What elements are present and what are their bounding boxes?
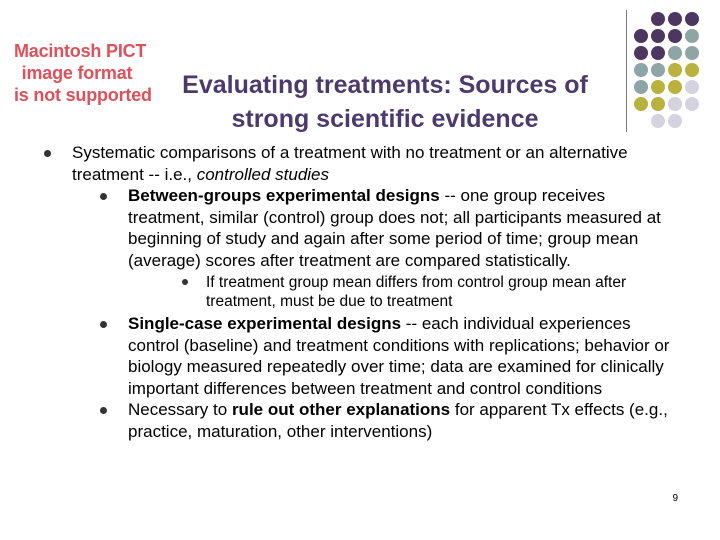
decorative-dot: [651, 114, 665, 128]
decorative-dot: [685, 12, 699, 26]
decorative-dot: [668, 63, 682, 77]
placeholder-line-3: is not supported: [14, 85, 152, 105]
decorative-dot: [651, 80, 665, 94]
bullet-dot-icon: [100, 321, 107, 328]
decorative-dot-grid: [632, 10, 720, 140]
decorative-dot: [651, 29, 665, 43]
decorative-dot: [651, 46, 665, 60]
bullet-between-groups: [100, 185, 684, 311]
slide-title: [150, 68, 620, 136]
slide-title-line-1: Evaluating treatments: Sources of: [182, 71, 588, 99]
decorative-dot: [634, 29, 648, 43]
bullet-dot-icon: [100, 407, 107, 414]
decorative-dot: [668, 80, 682, 94]
decorative-dot: [634, 80, 648, 94]
bullet-text: Systematic comparisons of a treatment with no treatment or an alternative treatment -- i.e.,: [72, 143, 628, 184]
bullet-text: -- each individual experiences control (baseline) and treatment conditions with replications; behavior or biology measured repeatedly over time; data are examined for clinically important differences between treatment and control conditions: [128, 314, 670, 398]
bullet-group-mean-difference: [182, 273, 684, 311]
bullet-single-case: [100, 313, 684, 399]
decorative-dot: [651, 97, 665, 111]
decorative-dot: [685, 63, 699, 77]
slide-title-line-2: strong scientific evidence: [231, 105, 539, 133]
page-number: 9: [672, 493, 678, 504]
bullet-text: If treatment group mean differs from control group mean after treatment, must be due to treatment: [206, 274, 627, 310]
decorative-dot: [634, 63, 648, 77]
bullet-dot-icon: [182, 279, 188, 285]
decorative-dot: [668, 12, 682, 26]
decorative-dot: [685, 46, 699, 60]
bullet-bold-text: Between-groups experimental designs: [128, 186, 440, 205]
unsupported-image-placeholder: [14, 40, 152, 112]
decorative-dot: [668, 29, 682, 43]
bullet-controlled-studies: [44, 142, 684, 442]
bullet-text: -- one group receives treatment, similar (control) group does not; all participants measured at beginning of study and again after some period of time; group mean (average) scores after treatment are compared statistically.: [128, 186, 661, 270]
decorative-dot: [651, 12, 665, 26]
decorative-dot: [668, 97, 682, 111]
bullet-italic-text: controlled studies: [196, 164, 330, 184]
placeholder-line-2: image format: [21, 63, 133, 83]
placeholder-line-1: Macintosh PICT: [14, 41, 147, 61]
decorative-dot: [668, 114, 682, 128]
dot-grid-graphic: [632, 10, 720, 140]
slide-body: [44, 142, 684, 442]
bullet-dot-icon: [100, 193, 107, 200]
decorative-dot: [634, 97, 648, 111]
title-divider-line: [626, 10, 627, 132]
decorative-dot: [685, 29, 699, 43]
bullet-text: for apparent Tx effects (e.g., practice, maturation, other interventions): [128, 400, 668, 441]
bullet-rule-out-explanations: [100, 399, 684, 442]
bullet-bold-text: rule out other explanations: [231, 400, 451, 419]
decorative-dot: [651, 63, 665, 77]
decorative-dot: [685, 97, 699, 111]
bullet-bold-text: Single-case experimental designs: [128, 314, 402, 333]
bullet-text: Necessary to: [128, 400, 232, 419]
bullet-dot-icon: [44, 150, 51, 157]
decorative-dot: [685, 80, 699, 94]
decorative-dot: [634, 46, 648, 60]
decorative-dot: [668, 46, 682, 60]
